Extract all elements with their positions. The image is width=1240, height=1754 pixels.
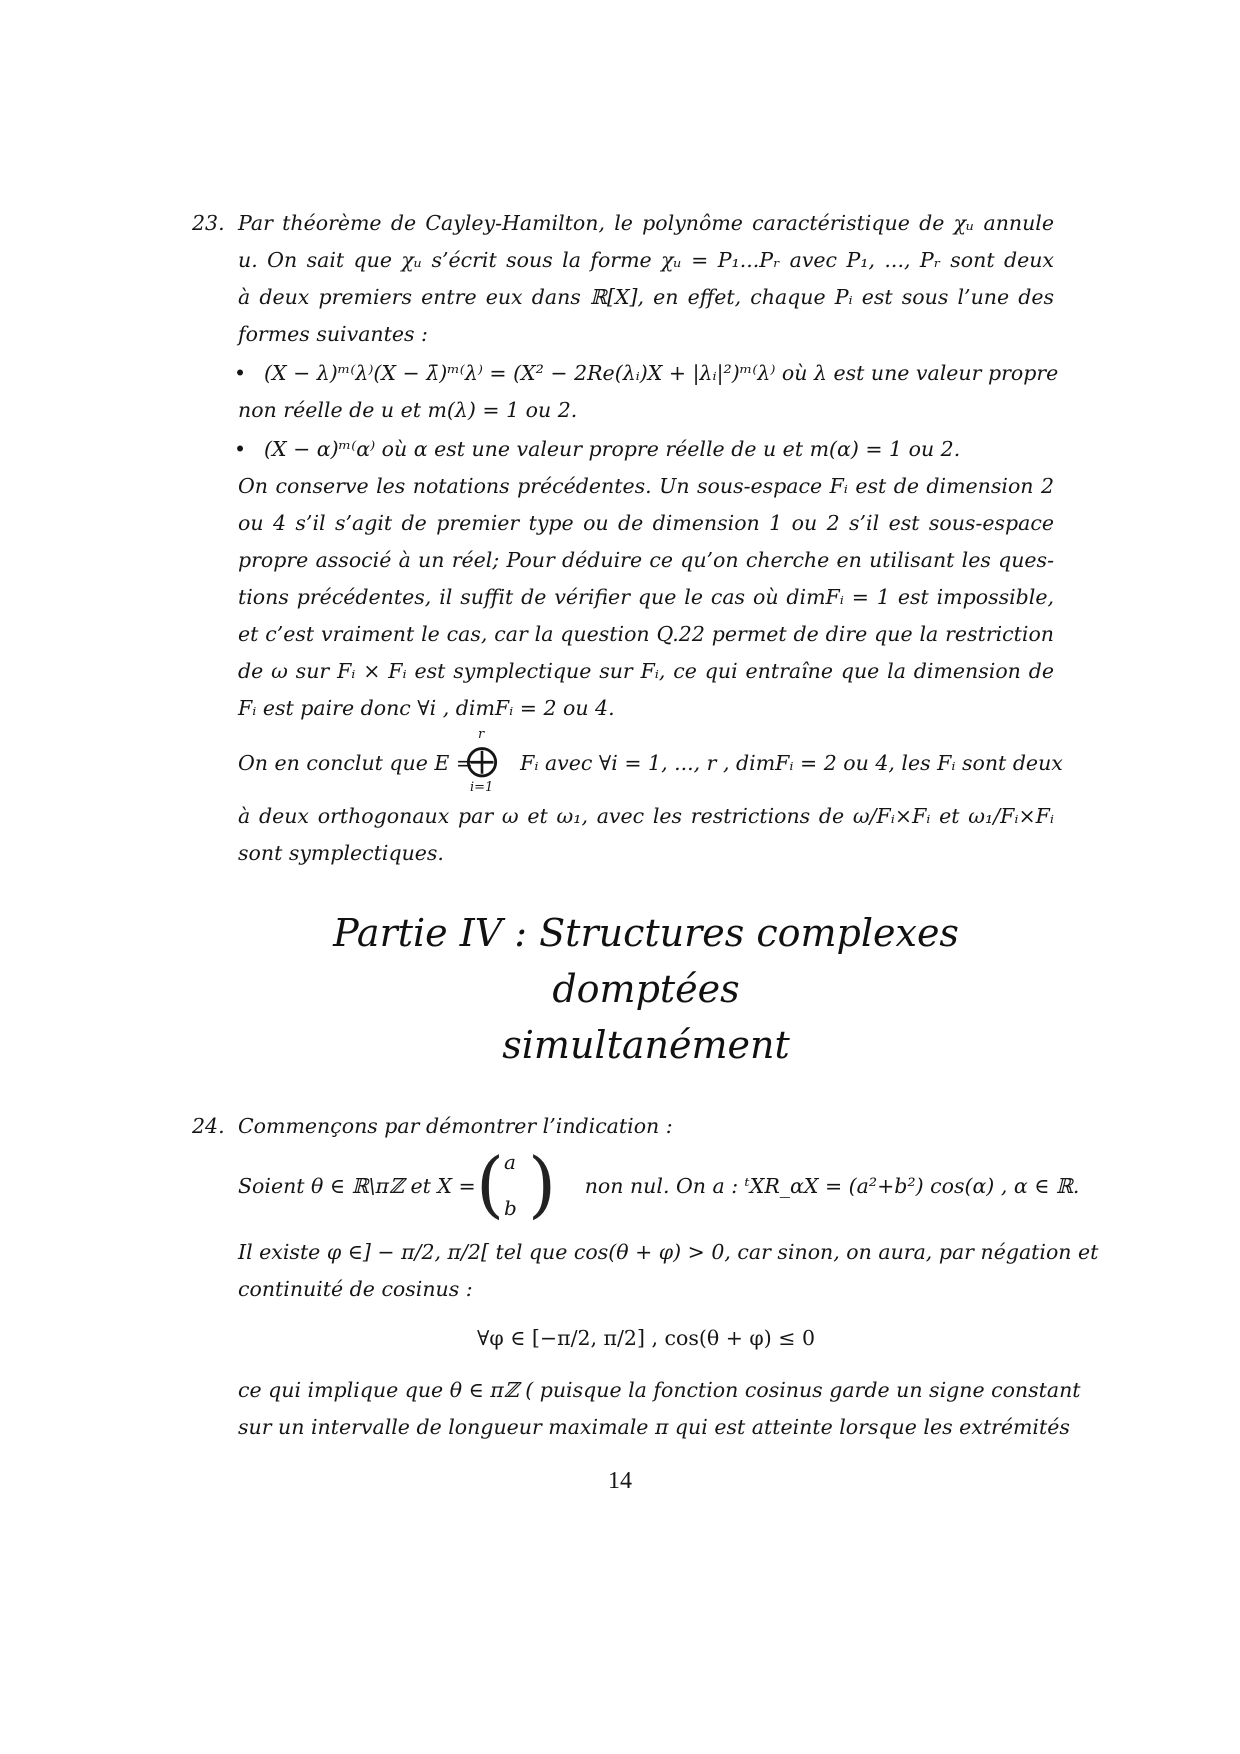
vector-entry-a: a xyxy=(504,1150,516,1174)
soient-text: non nul. On a : ᵗXR_αX = (a²+b²) cos(α) , α ∈ ℝ. xyxy=(584,1174,1080,1198)
q23-para-line: propre associé à un réel; Pour déduire ce qu’on cherche en utilisant les ques- xyxy=(238,548,1054,572)
q23-conclusion xyxy=(238,745,1063,781)
q23-text: Par théorème de Cayley-Hamilton, le polynôme caractéristique de χᵤ annule xyxy=(238,211,1054,235)
q23-para-line: tions précédentes, il suffit de vérifier que le cas où dimFᵢ = 1 est impossible, xyxy=(238,585,1054,609)
q24-number: 24. xyxy=(192,1114,225,1138)
sum-lower-index: i=1 xyxy=(470,780,494,795)
q23-para-line: de ω sur Fᵢ × Fᵢ est symplectique sur Fᵢ, ce qui entraîne que la dimension de xyxy=(238,659,1054,683)
bullet-text: (X − α)ᵐ⁽α⁾ où α est une valeur propre réelle de u et m(α) = 1 ou 2. xyxy=(264,437,961,461)
q23-closing-line: sont symplectiques. xyxy=(238,841,444,865)
display-equation: ∀φ ∈ [−π/2, π/2] , cos(θ + φ) ≤ 0 xyxy=(476,1326,816,1350)
q24-line: ce qui implique que θ ∈ πℤ ( puisque la fonction cosinus garde un signe constant xyxy=(238,1378,1081,1402)
q24-line xyxy=(192,1108,1054,1144)
direct-sum-symbol: ⨁ xyxy=(466,741,498,779)
q24-line: Il existe φ ∈] − π/2, π/2[ tel que cos(θ + φ) > 0, car sinon, on aura, par négation et xyxy=(238,1240,1099,1264)
q24-line: continuité de cosinus : xyxy=(238,1277,473,1301)
vector-entry-b: b xyxy=(504,1196,517,1220)
bullet-item xyxy=(234,355,1059,391)
conclusion-text: Fᵢ avec ∀i = 1, ..., r , dimFᵢ = 2 ou 4, les Fᵢ sont deux xyxy=(520,751,1063,775)
q23-para-line: ou 4 s’il s’agit de premier type ou de dimension 1 ou 2 s’il est sous-espace xyxy=(238,511,1054,535)
q23-line: formes suivantes : xyxy=(238,322,428,346)
q23-line: à deux premiers entre eux dans ℝ[X], en effet, chaque Pᵢ est sous l’une des xyxy=(238,285,1054,309)
bullet-icon: • xyxy=(234,437,247,461)
q23-line: u. On sait que χᵤ s’écrit sous la forme χᵤ = P₁...Pᵣ avec P₁, ..., Pᵣ sont deux xyxy=(238,248,1054,272)
section-title-line: simultanément xyxy=(502,1023,790,1067)
q23-line xyxy=(192,205,1054,241)
soient-text: Soient θ ∈ ℝ\πℤ et X = xyxy=(238,1174,476,1198)
bullet-icon: • xyxy=(234,361,247,385)
bullet-continuation: non réelle de u et m(λ) = 1 ou 2. xyxy=(238,398,578,422)
conclusion-text: On en conclut que E = xyxy=(238,751,474,775)
q24-soient-line xyxy=(238,1168,1080,1204)
q23-para-line: et c’est vraiment le cas, car la question Q.22 permet de dire que la restriction xyxy=(238,622,1054,646)
page-number: 14 xyxy=(608,1468,632,1494)
bullet-text: (X − λ)ᵐ⁽λ⁾(X − λ̄)ᵐ⁽λ⁾ = (X² − 2Re(λᵢ)X + |λᵢ|²)ᵐ⁽λ⁾ où λ est une valeur propre xyxy=(264,361,1059,385)
right-paren: ) xyxy=(528,1142,557,1226)
q23-para-line: Fᵢ est paire donc ∀i , dimFᵢ = 2 ou 4. xyxy=(238,696,615,720)
q24-text: Commençons par démontrer l’indication : xyxy=(238,1114,673,1138)
section-title-line: Partie IV : Structures complexes domptées xyxy=(333,911,959,1011)
q23-para-line: On conserve les notations précédentes. Un sous-espace Fᵢ est de dimension 2 xyxy=(238,474,1054,498)
q23-closing-line: à deux orthogonaux par ω et ω₁, avec les restrictions de ω/Fᵢ×Fᵢ et ω₁/Fᵢ×Fᵢ xyxy=(238,804,1054,828)
left-paren: ( xyxy=(476,1142,505,1226)
section-heading xyxy=(238,905,1054,1073)
bullet-item xyxy=(234,431,1054,467)
q23-number: 23. xyxy=(192,211,225,235)
q24-line: sur un intervalle de longueur maximale π qui est atteinte lorsque les extrémités xyxy=(238,1415,1070,1439)
sum-upper-index: r xyxy=(478,727,485,742)
